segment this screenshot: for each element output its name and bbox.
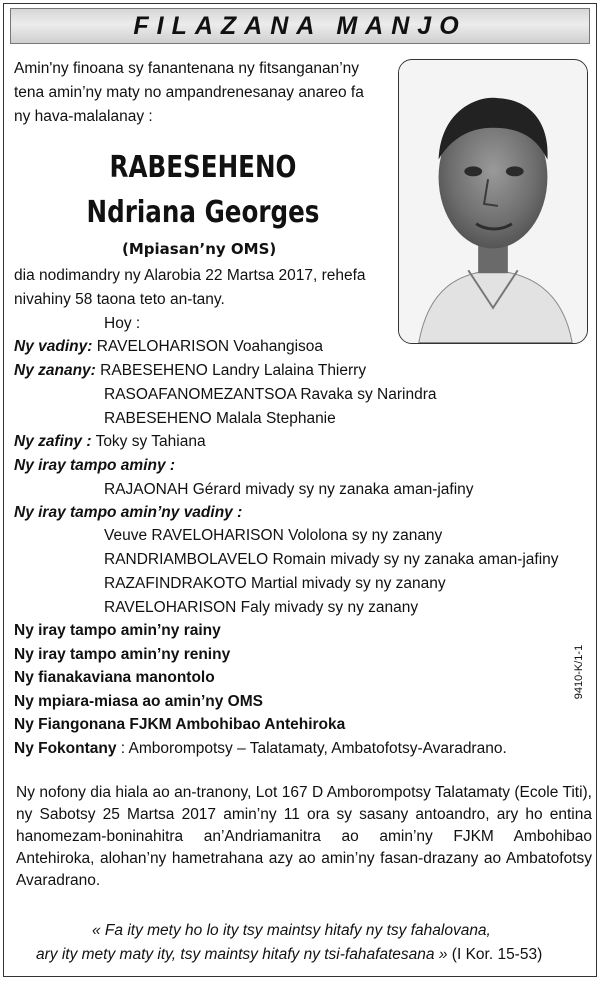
spouse-row [14, 337, 323, 357]
funeral-paragraph: Ny nofony dia hiala ao an-tranony, Lot 167 D Amborompotsy Talatamaty (Ecole Titi), ny Sabotsy 25 Martsa 2017 amin’ny 11 ora sy sasany antoandro, ary ho entina hanomezam-boninahitra an’Andriamanitra ao amin’ny FJKM Ambohibao Antehiroka, alohan’ny hametrahana azy ao amin’ny fasan-drazany ao Ambatofotsy Avaradrano. [16, 784, 592, 889]
reference-code-text: 9410-K/1-1 [573, 644, 585, 700]
spouse-sibling-name: RANDRIAMBOLAVELO Romain mivady sy ny zanaka aman-jafiny [104, 551, 559, 568]
siblings-label: Ny iray tampo aminy : [14, 457, 176, 474]
spouse-siblings-label: Ny iray tampo amin’ny vadiny : [14, 504, 243, 521]
grandchildren-row [14, 432, 206, 452]
intro-line: ny hava-malalanay : [14, 108, 153, 125]
spouse-colon: : [87, 338, 93, 355]
quote-line-2 [36, 944, 542, 966]
spouse-sibling-name: Veuve RAVELOHARISON Vololona sy ny zanany [104, 527, 443, 544]
deceased-employer-note: (Mpiasan’ny OMS) [122, 240, 277, 258]
quote-reference: (I Kor. 15-53) [447, 946, 543, 963]
group-line: Ny iray tampo amin’ny rainy [14, 622, 221, 639]
intro-line: tena amin’ny maty no ampandrenesanay anareo fa [14, 84, 364, 101]
spouse-sibling-name: RAVELOHARISON Faly mivady sy ny zanany [104, 599, 419, 616]
deceased-photo [398, 59, 588, 344]
child-name: RASOAFANOMEZANTSOA Ravaka sy Narindra [104, 386, 437, 403]
children-label: Ny zanany [14, 362, 91, 379]
grandchildren-names: Toky sy Tahiana [95, 433, 206, 450]
children-row [14, 361, 366, 381]
group-line: Ny mpiara-miasa ao amin’ny OMS [14, 693, 263, 710]
grandchildren-label: Ny zafiny [14, 433, 83, 450]
intro-line: Amin'ny finoana sy fanantenana ny fitsanganan’ny [14, 60, 360, 77]
deceased-surname: RABESEHENO [109, 150, 297, 185]
portrait-image [399, 60, 587, 343]
group-line: Ny iray tampo amin’ny reniny [14, 646, 231, 663]
group-line: Ny Fiangonana FJKM Ambohibao Antehiroka [14, 716, 346, 733]
quote-line: « Fa ity mety ho lo ity tsy maintsy hitafy ny tsy fahalovana, [92, 922, 491, 939]
quote-text: ary ity mety maty ity, tsy maintsy hitafy ny tsi-fahafatesana » [36, 946, 448, 963]
deceased-given-names: Ndriana Georges [86, 195, 320, 230]
hoy-text: Hoy : [104, 315, 141, 332]
death-line: nivahiny 58 taona teto an-tany. [14, 291, 225, 308]
group-line: Ny fianakaviana manontolo [14, 669, 215, 686]
grandchildren-colon: : [82, 433, 92, 450]
spouse-label: Ny vadiny [14, 338, 88, 355]
reference-code [571, 632, 587, 712]
header-title: FILAZANA MANJO [133, 11, 467, 40]
sibling-name: RAJAONAH Gérard mivady sy ny zanaka aman-jafiny [104, 481, 474, 498]
child-name: RABESEHENO Landry Lalaina Thierry [100, 362, 367, 379]
header-banner [10, 8, 590, 44]
spouse-sibling-name: RAZAFINDRAKOTO Martial mivady sy ny zanany [104, 575, 446, 592]
children-colon: : [90, 362, 96, 379]
obituary-page [3, 3, 597, 977]
fokontany-value: : Amborompotsy – Talatamaty, Ambatofotsy-Avaradrano. [116, 740, 507, 757]
child-name: RABESEHENO Malala Stephanie [104, 410, 336, 427]
spouse-name: RAVELOHARISON Voahangisoa [96, 338, 324, 355]
fokontany-label: Ny Fokontany [14, 740, 117, 757]
death-line: dia nodimandry ny Alarobia 22 Martsa 2017, rehefa [14, 267, 366, 284]
fokontany-row [14, 739, 507, 759]
